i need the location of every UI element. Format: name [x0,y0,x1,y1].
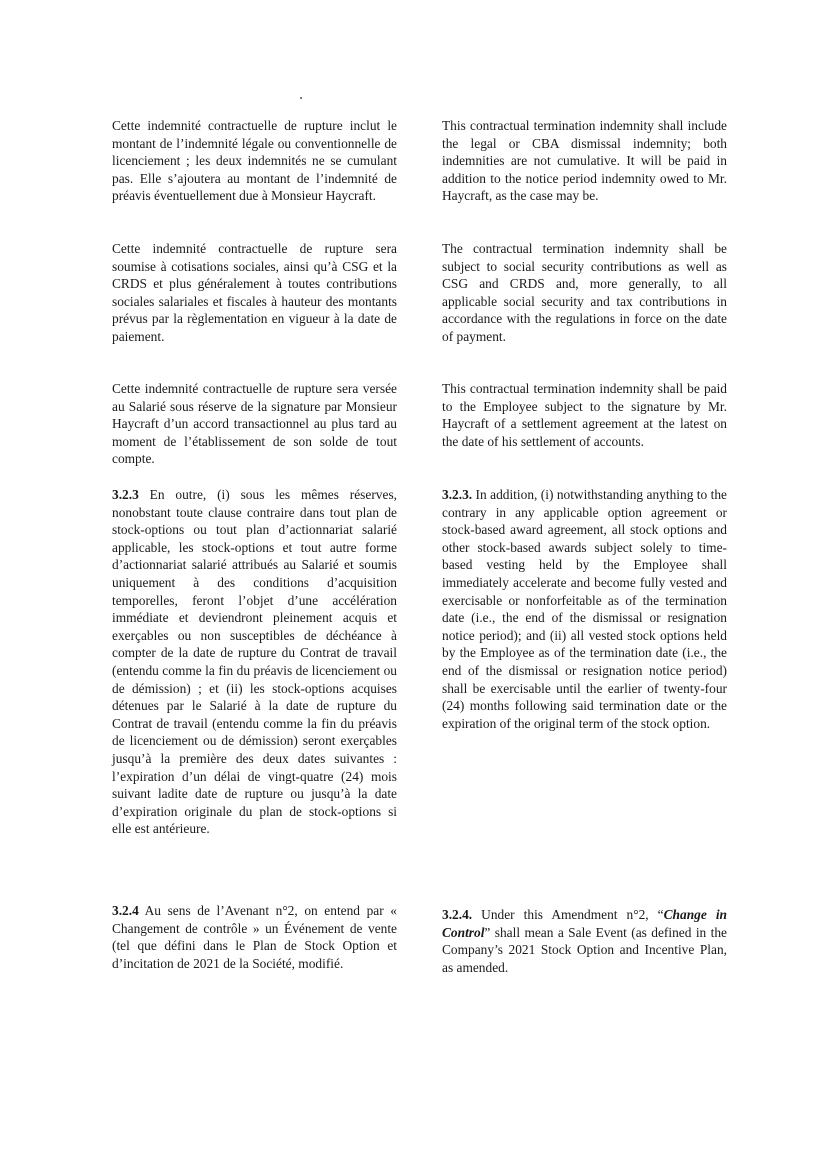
fr-paragraph-social-contributions: Cette indemnité contractuelle de rupture sera soumise à cotisations sociales, ainsi qu’à CSG et la CRDS et plus généralement à toutes contributions sociales salariales et fiscales à hauteur des montants prévus par la règlementation en vigueur à la date de paiement. [112,241,397,344]
en-clause-number: 3.2.3. [442,487,473,502]
en-paragraph-indemnity-scope: This contractual termination indemnity shall include the legal or CBA dismissal indemnity; both indemnities are not cumulative. It will be paid in addition to the notice period indemnity owed to Mr. Haycraft, as the case may be. [442,118,727,204]
fr-clause-text: Au sens de l’Avenant n°2, on entend par « Changement de contrôle » un Événement de vente (tel que défini dans le Plan de Stock Option et d’incitation de 2021 de la Société, modifié. [112,903,397,971]
fr-clause-3-2-4 [112,902,397,972]
en-clause-3-2-3 [442,486,727,732]
fr-clause-number: 3.2.3 [112,487,139,502]
en-clause-number: 3.2.4. [442,907,473,922]
fr-paragraph-settlement-condition: Cette indemnité contractuelle de rupture sera versée au Salarié sous réserve de la signature par Monsieur Haycraft d’un accord transactionnel au plus tard au moment de l’établissement de son solde de tout compte. [112,381,397,467]
en-defined-term: Change in Control [442,907,727,940]
en-paragraph-social-contributions: The contractual termination indemnity shall be subject to social security contributions as well as CSG and CRDS and, more generally, to all applicable social security and tax contributions in accordance with the regulations in force on the date of payment. [442,241,727,344]
en-paragraph-settlement-condition: This contractual termination indemnity shall be paid to the Employee subject to the signature by Mr. Haycraft of a settlement agreement at the latest on the date of his settlement of accounts. [442,381,727,449]
en-clause-text: In addition, (i) notwithstanding anything to the contrary in any applicable option agreement or stock-based award agreement, all stock options and other stock-based awards subject solely to time-based vesting held by the Employee shall immediately accelerate and become fully vested and exercisable or nonforfeitable as of the termination date (i.e., the end of the dismissal or resignation notice period); and (ii) all vested stock options held by the Employee as of the termination date (i.e., the end of the dismissal or resignation notice period) shall be exercisable until the earlier of twenty-four (24) months following said termination date or the expiration of the original term of the stock option. [442,487,727,731]
fr-clause-text: En outre, (i) sous les mêmes réserves, nonobstant toute clause contraire dans tout plan de stock-options ou tout plan d’actionnariat salarié applicable, les stock-options et tout autre forme d’actionnariat salarié attribués au Salarié et soumis uniquement à des conditions d’acquisition temporelles, feront l’objet d’une accélération immédiate et deviendront pleinement acquis et exerçables ou non susceptibles de déchéance à compter de la date de rupture du Contrat de travail (entendu comme la fin du préavis de licenciement ou de démission) ; et (ii) les stock-options acquises détenues par le Salarié à la date de rupture du Contrat de travail (entendu comme la fin du préavis de licenciement ou de démission) seront exerçables jusqu’à la première des deux dates suivantes : l’expiration d’un délai de vingt-quatre (24) mois suivant ladite date de rupture ou jusqu’à la date d’expiration originale du plan de stock-options si elle est antérieure. [112,487,397,837]
en-clause-text-post: ” shall mean a Sale Event (as defined in the Company’s 2021 Stock Option and Incentive Plan, as amended. [442,924,727,975]
stray-mark [300,97,302,99]
en-clause-text-pre: Under this Amendment n°2, “ [472,907,664,922]
fr-clause-3-2-3 [112,486,397,838]
fr-clause-number: 3.2.4 [112,903,139,918]
fr-paragraph-indemnity-scope: Cette indemnité contractuelle de rupture inclut le montant de l’indemnité légale ou conventionnelle de licenciement ; les deux indemnités ne se cumulant pas. Elle s’ajoutera au montant de l’indemnité de préavis éventuellement due à Monsieur Haycraft. [112,118,397,204]
en-clause-3-2-4 [442,906,727,976]
